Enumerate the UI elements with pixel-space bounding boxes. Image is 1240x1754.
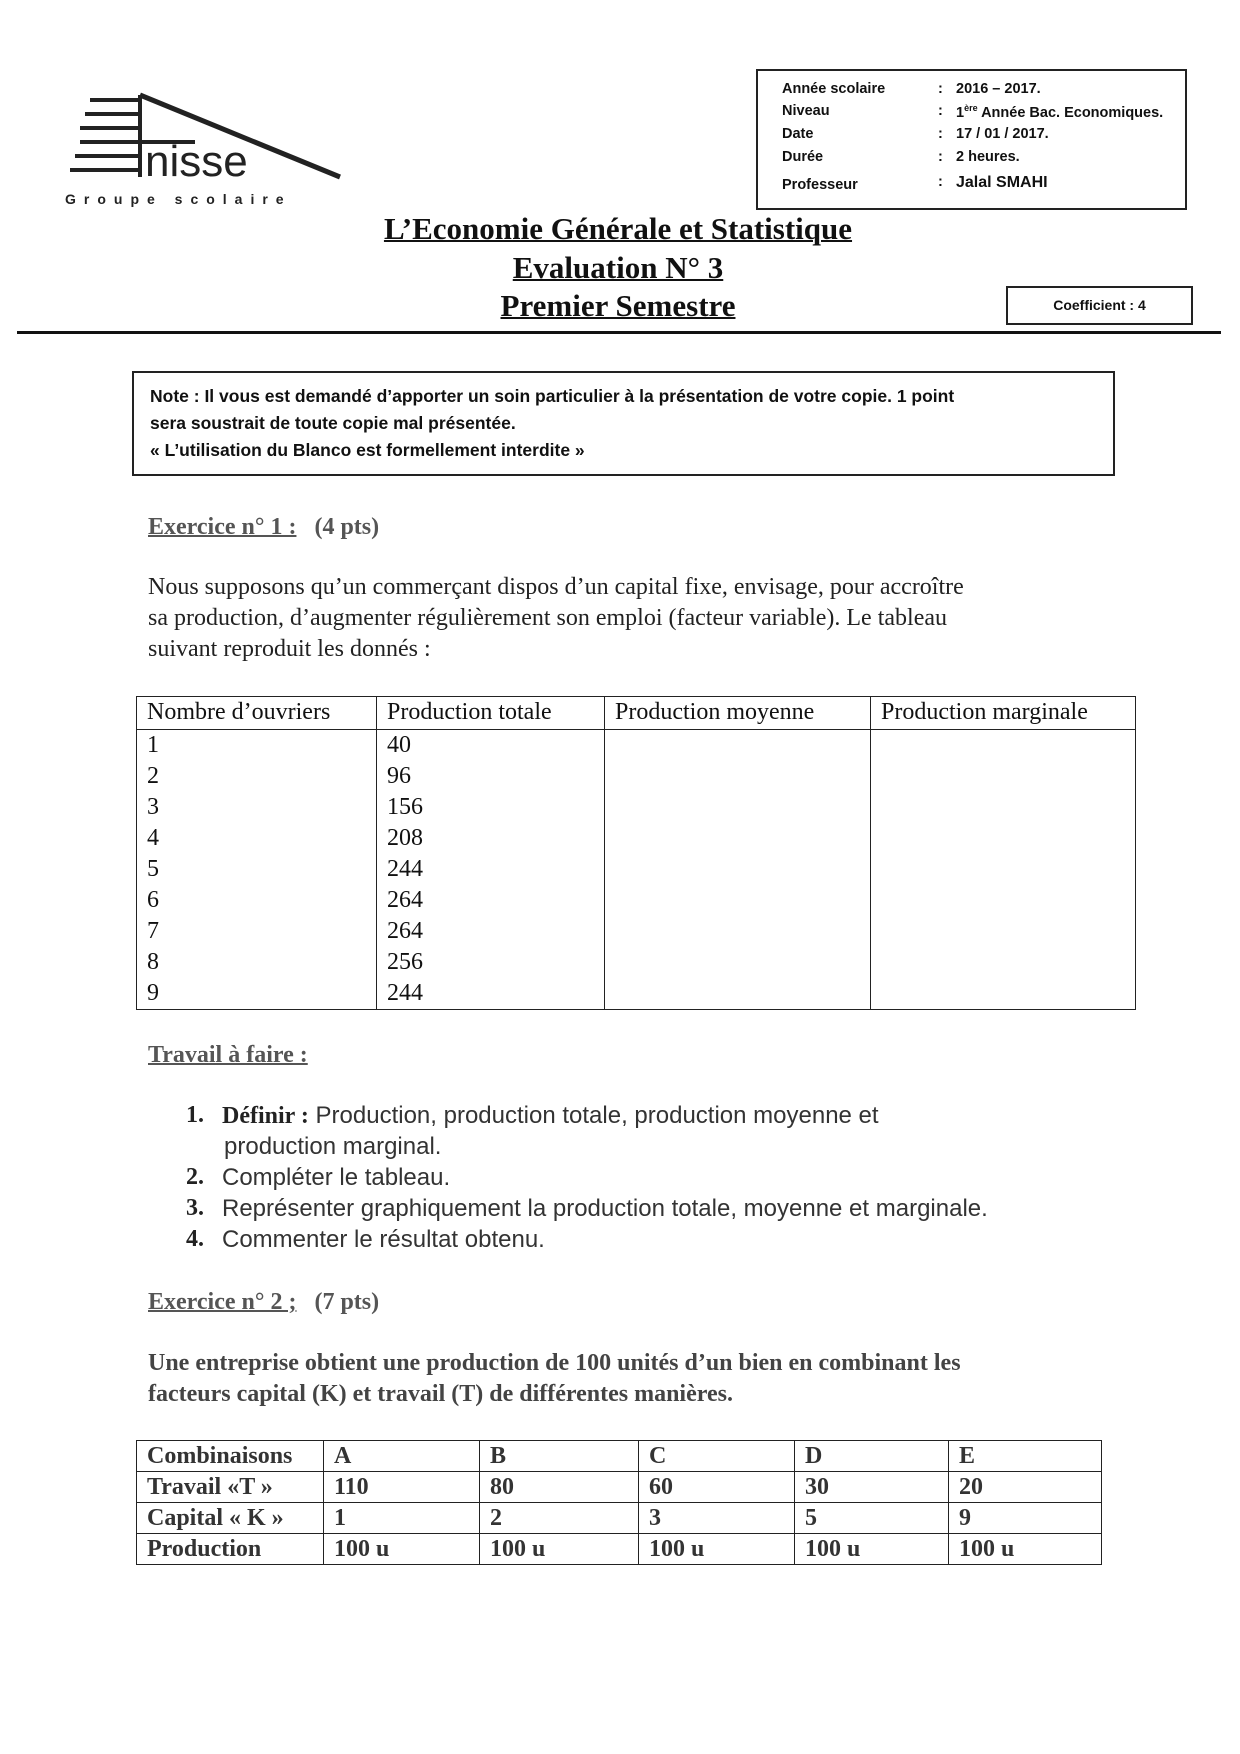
table-cell: 4 (137, 823, 377, 854)
info-label: Niveau (782, 103, 830, 119)
info-label: Date (782, 126, 814, 142)
info-colon: : (938, 81, 943, 97)
table-cell: 244 (377, 854, 605, 885)
column-header: Production moyenne (605, 697, 871, 730)
table-row (137, 854, 1136, 885)
table-row (137, 1503, 1102, 1534)
coefficient-box: Coefficient : 4 (1006, 286, 1193, 325)
task-text: Représenter graphiquement la production totale, moyenne et marginale. (222, 1195, 988, 1222)
table-cell: 264 (377, 885, 605, 916)
task-number: 2. (186, 1164, 204, 1190)
table-cell: 3 (137, 792, 377, 823)
column-header: Nombre d’ouvriers (137, 697, 377, 730)
info-row-year (782, 81, 1181, 103)
table-cell (605, 885, 871, 916)
table-row (137, 978, 1136, 1010)
info-label: Professeur (782, 177, 858, 193)
table-cell: 40 (377, 730, 605, 762)
table-cell (605, 854, 871, 885)
table-cell: 100 u (480, 1534, 639, 1565)
table-cell (871, 761, 1136, 792)
table-row (137, 823, 1136, 854)
task-bold: Définir : (222, 1103, 309, 1129)
table-row (137, 761, 1136, 792)
table-cell: 244 (377, 978, 605, 1010)
exercise-1-text (148, 572, 1098, 665)
table-cell: 2 (137, 761, 377, 792)
table-cell: 156 (377, 792, 605, 823)
task-number: 3. (186, 1195, 204, 1221)
table-cell: Travail «T » (137, 1472, 324, 1503)
svg-text:Groupe scolaire: Groupe scolaire (65, 191, 292, 207)
table-cell: 100 u (795, 1534, 949, 1565)
evaluation-title: Evaluation N° 3 (512, 250, 724, 285)
table-cell: 5 (795, 1503, 949, 1534)
table-cell: A (324, 1441, 480, 1472)
table-cell (871, 792, 1136, 823)
info-label: Durée (782, 149, 824, 165)
table-row (137, 916, 1136, 947)
table-cell: 110 (324, 1472, 480, 1503)
info-row-duration (782, 149, 1181, 171)
school-logo (65, 92, 355, 207)
table-cell (871, 823, 1136, 854)
info-label: Année scolaire (782, 81, 886, 97)
exam-info-box (756, 69, 1187, 210)
table-cell (605, 792, 871, 823)
table-cell (871, 916, 1136, 947)
table-cell: Production (137, 1534, 324, 1565)
table-cell (605, 823, 871, 854)
table-cell (871, 854, 1136, 885)
exercise-1-heading (148, 514, 379, 541)
exercise-2-points: (7 pts) (314, 1289, 380, 1315)
table-cell: 100 u (324, 1534, 480, 1565)
info-value-sup: ère (964, 103, 978, 113)
table-cell: 264 (377, 916, 605, 947)
table-cell: 6 (137, 885, 377, 916)
task-text: production marginal. (224, 1133, 442, 1160)
text-line: suivant reproduit les donnés : (148, 636, 431, 662)
task-text: Production, production totale, production moyenne et (308, 1102, 879, 1129)
table-cell (605, 947, 871, 978)
exercise-2-text (148, 1348, 1148, 1410)
note-line: sera soustrait de toute copie mal présentée. (150, 413, 516, 433)
task-text: Compléter le tableau. (222, 1164, 451, 1191)
exercise-2-title: Exercice n° 2 ; (148, 1289, 297, 1315)
note-line: Note : Il vous est demandé d’apporter un soin particulier à la présentation de votre copie. 1 point (150, 386, 955, 406)
text-line: Une entreprise obtient une production de 100 unités d’un bien en combinant les (148, 1350, 961, 1376)
table-cell: Capital « K » (137, 1503, 324, 1534)
info-value: Jalal SMAHI (956, 174, 1048, 191)
production-table (136, 696, 1136, 1010)
table-cell: 96 (377, 761, 605, 792)
table-cell: C (639, 1441, 795, 1472)
info-colon: : (938, 126, 943, 142)
table-cell: E (949, 1441, 1102, 1472)
column-header: Production marginale (871, 697, 1136, 730)
table-row (137, 885, 1136, 916)
task-number: 4. (186, 1226, 204, 1252)
info-value: 17 / 01 / 2017. (956, 126, 1049, 142)
table-cell: 8 (137, 947, 377, 978)
travail-heading (148, 1042, 308, 1069)
table-cell: 208 (377, 823, 605, 854)
info-row-level (782, 103, 1181, 125)
table-cell: 7 (137, 916, 377, 947)
table-cell: 9 (137, 978, 377, 1010)
info-value: 2 heures. (956, 149, 1020, 165)
combinations-table (136, 1440, 1102, 1565)
text-line: sa production, d’augmenter régulièrement son emploi (facteur variable). Le tableau (148, 605, 947, 631)
info-colon: : (938, 149, 943, 165)
info-value (956, 103, 1163, 121)
table-cell (605, 730, 871, 762)
table-cell: 1 (324, 1503, 480, 1534)
course-title: L’Economie Générale et Statistique (383, 211, 853, 246)
exercise-1-points: (4 pts) (314, 514, 380, 540)
semester-title: Premier Semestre (500, 288, 736, 323)
column-header: Production totale (377, 697, 605, 730)
table-cell (871, 978, 1136, 1010)
table-cell: 256 (377, 947, 605, 978)
table-cell: 30 (795, 1472, 949, 1503)
table-cell (871, 730, 1136, 762)
exercise-1-title: Exercice n° 1 : (148, 514, 297, 540)
note-line: « L’utilisation du Blanco est formellement interdite » (150, 440, 585, 460)
exercise-2-heading (148, 1289, 379, 1316)
table-cell: Combinaisons (137, 1441, 324, 1472)
svg-text:nisse: nisse (145, 137, 248, 186)
header-divider (17, 331, 1221, 334)
travail-title: Travail à faire : (148, 1042, 308, 1068)
info-row-date (782, 126, 1181, 148)
table-cell (605, 978, 871, 1010)
task-text: Commenter le résultat obtenu. (222, 1226, 545, 1253)
text-line: Nous supposons qu’un commerçant dispos d’un capital fixe, envisage, pour accroître (148, 574, 964, 600)
table-cell (871, 885, 1136, 916)
table-row (137, 947, 1136, 978)
info-row-professor (782, 174, 1181, 196)
table-row (137, 730, 1136, 762)
table-header-row (137, 697, 1136, 730)
table-cell: 9 (949, 1503, 1102, 1534)
table-row (137, 792, 1136, 823)
table-cell: D (795, 1441, 949, 1472)
info-colon: : (938, 103, 943, 119)
table-cell: 100 u (949, 1534, 1102, 1565)
info-colon: : (938, 174, 943, 190)
table-cell: 60 (639, 1472, 795, 1503)
table-cell (605, 761, 871, 792)
table-cell: 80 (480, 1472, 639, 1503)
table-cell: 100 u (639, 1534, 795, 1565)
table-cell (605, 916, 871, 947)
table-row (137, 1472, 1102, 1503)
table-cell: 2 (480, 1503, 639, 1534)
info-value: 2016 – 2017. (956, 81, 1041, 97)
task-number: 1. (186, 1102, 204, 1128)
note-box (132, 371, 1115, 476)
table-row (137, 1441, 1102, 1472)
info-value-text: Année Bac. Economiques. (977, 104, 1164, 121)
table-cell: 1 (137, 730, 377, 762)
info-value-prefix: 1 (956, 104, 965, 121)
table-cell: B (480, 1441, 639, 1472)
table-cell (871, 947, 1136, 978)
table-cell: 3 (639, 1503, 795, 1534)
table-row (137, 1534, 1102, 1565)
text-line: facteurs capital (K) et travail (T) de différentes manières. (148, 1381, 733, 1407)
table-cell: 5 (137, 854, 377, 885)
table-cell: 20 (949, 1472, 1102, 1503)
